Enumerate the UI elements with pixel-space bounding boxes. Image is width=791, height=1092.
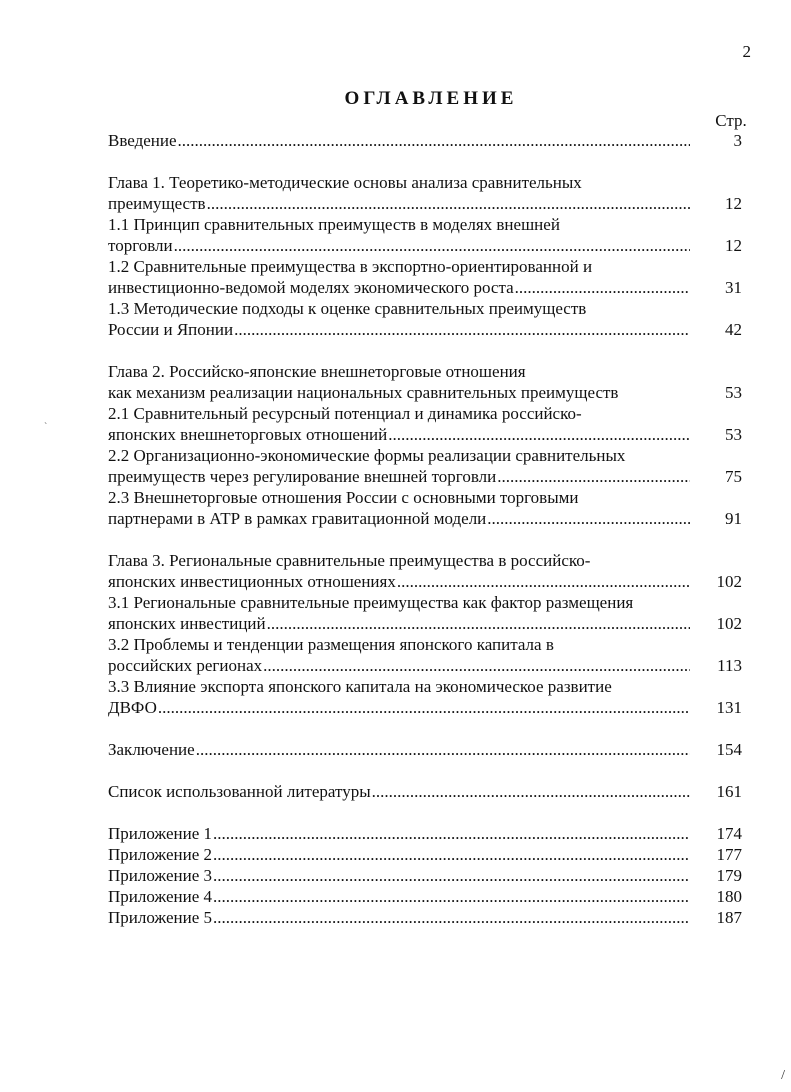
toc-section (108, 781, 748, 802)
toc-entry-text: преимуществ через регулирование внешней торговли (108, 467, 497, 486)
toc-section (108, 823, 748, 928)
toc-page-number: 12 (725, 194, 742, 213)
toc-entry[interactable] (108, 844, 748, 865)
dot-leader (262, 655, 690, 676)
toc-page-number: 3 (733, 131, 742, 150)
toc-entry-line (108, 466, 690, 487)
toc-section (108, 361, 748, 529)
toc-entry[interactable] (108, 487, 748, 529)
toc-entry[interactable] (108, 172, 748, 214)
dot-leader (371, 781, 690, 802)
toc-entry-line (108, 781, 690, 802)
toc-entry-text: 3.3 Влияние экспорта японского капитала на экономическое развитие (108, 677, 612, 696)
toc-page-number: 179 (716, 866, 742, 885)
toc-entry-text: 1.3 Методические подходы к оценке сравнительных преимуществ (108, 299, 587, 318)
toc-entry-text: 1.2 Сравнительные преимущества в экспортно-ориентированной и (108, 257, 593, 276)
toc-entry[interactable] (108, 865, 748, 886)
dot-leader (212, 844, 690, 865)
toc-entry-text: японских внешнеторговых отношений (108, 425, 388, 444)
dot-leader (212, 886, 690, 907)
toc-entry[interactable] (108, 256, 748, 298)
toc-page-number: 53 (725, 383, 742, 402)
toc-entry-text: Приложение 1 (108, 824, 212, 843)
dot-leader (396, 571, 690, 592)
toc-entry-text: партнерами в АТР в рамках гравитационной модели (108, 509, 487, 528)
toc-page-number: 42 (725, 320, 742, 339)
toc-entry-line (108, 508, 690, 529)
toc-entry-line (108, 319, 690, 340)
toc-section (108, 130, 748, 151)
page-number: 2 (742, 42, 751, 61)
toc-entry-text: Глава 2. Российско-японские внешнеторговые отношения (108, 362, 526, 381)
dot-leader (206, 193, 690, 214)
toc-entry-line (108, 844, 690, 865)
toc-entry-line (108, 424, 690, 445)
dot-leader (496, 466, 690, 487)
toc-page-number: 174 (716, 824, 742, 843)
toc-entry[interactable] (108, 823, 748, 844)
dot-leader (266, 613, 690, 634)
toc-entry-text: Заключение (108, 740, 195, 759)
toc-entry-text: 3.2 Проблемы и тенденции размещения японского капитала в (108, 635, 554, 654)
toc-entry-text: России и Японии (108, 320, 234, 339)
toc-entry[interactable] (108, 550, 748, 592)
dot-leader (177, 130, 690, 151)
toc-entry[interactable] (108, 676, 748, 718)
toc-entry-line (108, 865, 690, 886)
toc-entry[interactable] (108, 739, 748, 760)
toc-entry-line (108, 739, 690, 760)
toc-entry[interactable] (108, 214, 748, 256)
toc-entry-line (108, 886, 690, 907)
toc-entry-text: российских регионах (108, 656, 263, 675)
toc-page-number: 91 (725, 509, 742, 528)
toc-entry-text: 3.1 Региональные сравнительные преимущества как фактор размещения (108, 593, 634, 612)
toc-entry-text: Введение (108, 131, 177, 150)
toc-section (108, 739, 748, 760)
toc-entry-line (108, 613, 690, 634)
toc-entry-text: Глава 1. Теоретико-методические основы анализа сравнительных (108, 173, 582, 192)
toc-entry-text: Приложение 2 (108, 845, 212, 864)
table-of-contents (108, 130, 748, 928)
toc-entry-line (108, 697, 690, 718)
toc-entry-text: Приложение 4 (108, 887, 212, 906)
toc-entry-text: Список использованной литературы (108, 782, 371, 801)
toc-page-number: 102 (716, 572, 742, 591)
toc-page-number: 53 (725, 425, 742, 444)
toc-entry-text: 2.3 Внешнеторговые отношения России с основными торговыми (108, 488, 579, 507)
dot-leader (486, 508, 690, 529)
toc-entry-line (108, 655, 690, 676)
toc-entry-text: 2.2 Организационно-экономические формы реализации сравнительных (108, 446, 626, 465)
toc-page-number: 187 (716, 908, 742, 927)
toc-entry-text: Глава 3. Региональные сравнительные преимущества в российско- (108, 551, 591, 570)
toc-entry-line (108, 907, 690, 928)
toc-entry-text: как механизм реализации национальных сравнительных преимуществ (108, 383, 619, 402)
toc-page-number: 102 (716, 614, 742, 633)
toc-entry-text: 2.1 Сравнительный ресурсный потенциал и динамика российско- (108, 404, 582, 423)
corner-mark: / (781, 1068, 785, 1083)
toc-page-number: 177 (716, 845, 742, 864)
toc-entry-line (108, 277, 690, 298)
page-column-label: Стр. (715, 111, 747, 130)
toc-section (108, 172, 748, 340)
dot-leader (173, 235, 690, 256)
toc-page-number: 180 (716, 887, 742, 906)
toc-entry-line (108, 235, 690, 256)
dot-leader (195, 739, 690, 760)
toc-page-number: 154 (716, 740, 742, 759)
toc-entry[interactable] (108, 886, 748, 907)
toc-section (108, 550, 748, 718)
toc-page-number: 31 (725, 278, 742, 297)
toc-entry-text: Приложение 3 (108, 866, 212, 885)
toc-page-number: 113 (717, 656, 742, 675)
dot-leader (157, 697, 690, 718)
toc-entry[interactable] (108, 403, 748, 445)
dot-leader (212, 865, 690, 886)
toc-entry-text: японских инвестиционных отношениях (108, 572, 396, 591)
margin-tick-mark: ` (44, 422, 48, 433)
toc-entry[interactable] (108, 781, 748, 802)
page-title: ОГЛАВЛЕНИЕ (344, 88, 518, 109)
toc-entry[interactable] (108, 361, 748, 403)
toc-entry[interactable] (108, 907, 748, 928)
toc-entry[interactable] (108, 445, 748, 487)
dot-leader (387, 424, 690, 445)
toc-entry-line (108, 193, 690, 214)
toc-entry-text: инвестиционно-ведомой моделях экономического роста (108, 278, 514, 297)
dot-leader (212, 907, 690, 928)
toc-entry[interactable] (108, 634, 748, 676)
toc-entry[interactable] (108, 130, 748, 151)
toc-entry-text: ДВФО (108, 698, 157, 717)
dot-leader (212, 823, 690, 844)
toc-entry-text: Приложение 5 (108, 908, 212, 927)
dot-leader (514, 277, 690, 298)
dot-leader (233, 319, 690, 340)
toc-entry-text: торговли (108, 236, 173, 255)
toc-page-number: 12 (725, 236, 742, 255)
toc-page-number: 75 (725, 467, 742, 486)
toc-entry-text: преимуществ (108, 194, 206, 213)
toc-entry-line (108, 130, 690, 151)
toc-entry-text: 1.1 Принцип сравнительных преимуществ в моделях внешней (108, 215, 560, 234)
toc-entry-line (108, 823, 690, 844)
toc-entry[interactable] (108, 298, 748, 340)
toc-page-number: 131 (716, 698, 742, 717)
toc-entry[interactable] (108, 592, 748, 634)
toc-entry-text: японских инвестиций (108, 614, 266, 633)
toc-page-number: 161 (716, 782, 742, 801)
toc-entry-line (108, 571, 690, 592)
